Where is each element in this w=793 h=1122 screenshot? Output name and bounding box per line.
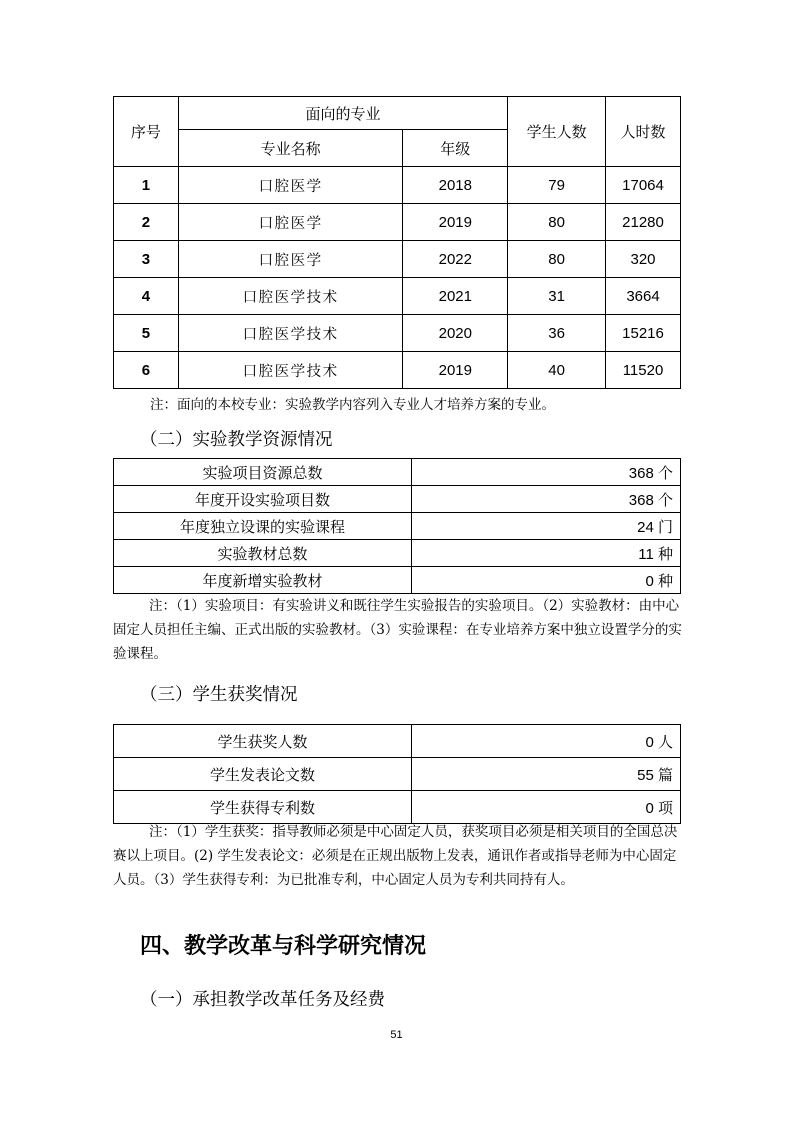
table-row — [114, 486, 681, 513]
table-row — [114, 459, 681, 486]
row-students: 79 — [508, 167, 606, 204]
table-row — [114, 540, 681, 567]
section2-note: 注：（1）实验项目：有实验讲义和既往学生实验报告的实验项目。（2）实验教材：由中心固定人员担任主编、正式出版的实验教材。（3）实验课程：在专业培养方案中独立设置学分的实验课程。 — [113, 598, 682, 662]
students-by-major-table — [113, 96, 681, 389]
row-hours: 320 — [606, 241, 681, 278]
row-index: 6 — [114, 352, 179, 389]
row-hours: 21280 — [606, 204, 681, 241]
table-row — [114, 791, 681, 824]
header-grade: 年级 — [403, 130, 508, 167]
table-row — [114, 278, 681, 315]
row-label: 年度开设实验项目数 — [114, 486, 412, 513]
row-label: 学生获得专利数 — [114, 791, 412, 824]
table-row — [114, 241, 681, 278]
row-students: 40 — [508, 352, 606, 389]
row-hours: 3664 — [606, 278, 681, 315]
row-students: 36 — [508, 315, 606, 352]
table-row — [114, 167, 681, 204]
row-index: 5 — [114, 315, 179, 352]
row-value: 368 个 — [412, 459, 681, 486]
header-major-name: 专业名称 — [178, 130, 403, 167]
row-major: 口腔医学 — [178, 241, 403, 278]
row-index: 3 — [114, 241, 179, 278]
row-hours: 11520 — [606, 352, 681, 389]
page-number: 51 — [390, 1029, 403, 1041]
section3-note: 注：（1）学生获奖：指导教师必须是中心固定人员，获奖项目必须是相关项目的全国总决赛以上项目。(2) 学生发表论文：必须是在正规出版物上发表，通讯作者或指导老师为中心固定人员。（3）学生获得专利：为已批准专利，中心固定人员为专利共同持有人。 — [113, 824, 678, 888]
row-students: 80 — [508, 204, 606, 241]
row-label: 年度独立设课的实验课程 — [114, 513, 412, 540]
chapter4-heading: 四、教学改革与科学研究情况 — [140, 934, 427, 959]
header-hours: 人时数 — [606, 97, 681, 167]
section4-1-heading: （一）承担教学改革任务及经费 — [140, 990, 385, 1010]
table1-note: 注：面向的本校专业：实验教学内容列入专业人才培养方案的专业。 — [150, 397, 555, 413]
row-major: 口腔医学技术 — [178, 278, 403, 315]
row-value: 24 门 — [412, 513, 681, 540]
row-grade: 2020 — [403, 315, 508, 352]
row-major: 口腔医学技术 — [178, 315, 403, 352]
header-students: 学生人数 — [508, 97, 606, 167]
row-value: 0 种 — [412, 567, 681, 594]
section2-heading: （二）实验教学资源情况 — [140, 430, 333, 450]
table-row — [114, 758, 681, 791]
row-index: 2 — [114, 204, 179, 241]
row-major: 口腔医学 — [178, 167, 403, 204]
row-hours: 17064 — [606, 167, 681, 204]
row-grade: 2018 — [403, 167, 508, 204]
table-row — [114, 725, 681, 758]
table-row — [114, 513, 681, 540]
row-index: 1 — [114, 167, 179, 204]
row-index: 4 — [114, 278, 179, 315]
row-grade: 2019 — [403, 204, 508, 241]
row-grade: 2022 — [403, 241, 508, 278]
row-value: 55 篇 — [412, 758, 681, 791]
row-major: 口腔医学技术 — [178, 352, 403, 389]
row-label: 年度新增实验教材 — [114, 567, 412, 594]
table-row — [114, 567, 681, 594]
section3-heading: （三）学生获奖情况 — [140, 685, 298, 705]
row-grade: 2019 — [403, 352, 508, 389]
row-value: 0 人 — [412, 725, 681, 758]
row-hours: 15216 — [606, 315, 681, 352]
row-grade: 2021 — [403, 278, 508, 315]
row-value: 368 个 — [412, 486, 681, 513]
lab-resources-table — [113, 458, 681, 594]
table-row — [114, 352, 681, 389]
row-students: 31 — [508, 278, 606, 315]
header-index: 序号 — [114, 97, 179, 167]
row-value: 11 种 — [412, 540, 681, 567]
row-label: 实验教材总数 — [114, 540, 412, 567]
row-label: 学生获奖人数 — [114, 725, 412, 758]
header-major-group: 面向的专业 — [178, 97, 507, 130]
row-major: 口腔医学 — [178, 204, 403, 241]
table-row — [114, 204, 681, 241]
row-value: 0 项 — [412, 791, 681, 824]
row-label: 学生发表论文数 — [114, 758, 412, 791]
row-label: 实验项目资源总数 — [114, 459, 412, 486]
row-students: 80 — [508, 241, 606, 278]
table-row — [114, 315, 681, 352]
student-awards-table — [113, 724, 681, 824]
